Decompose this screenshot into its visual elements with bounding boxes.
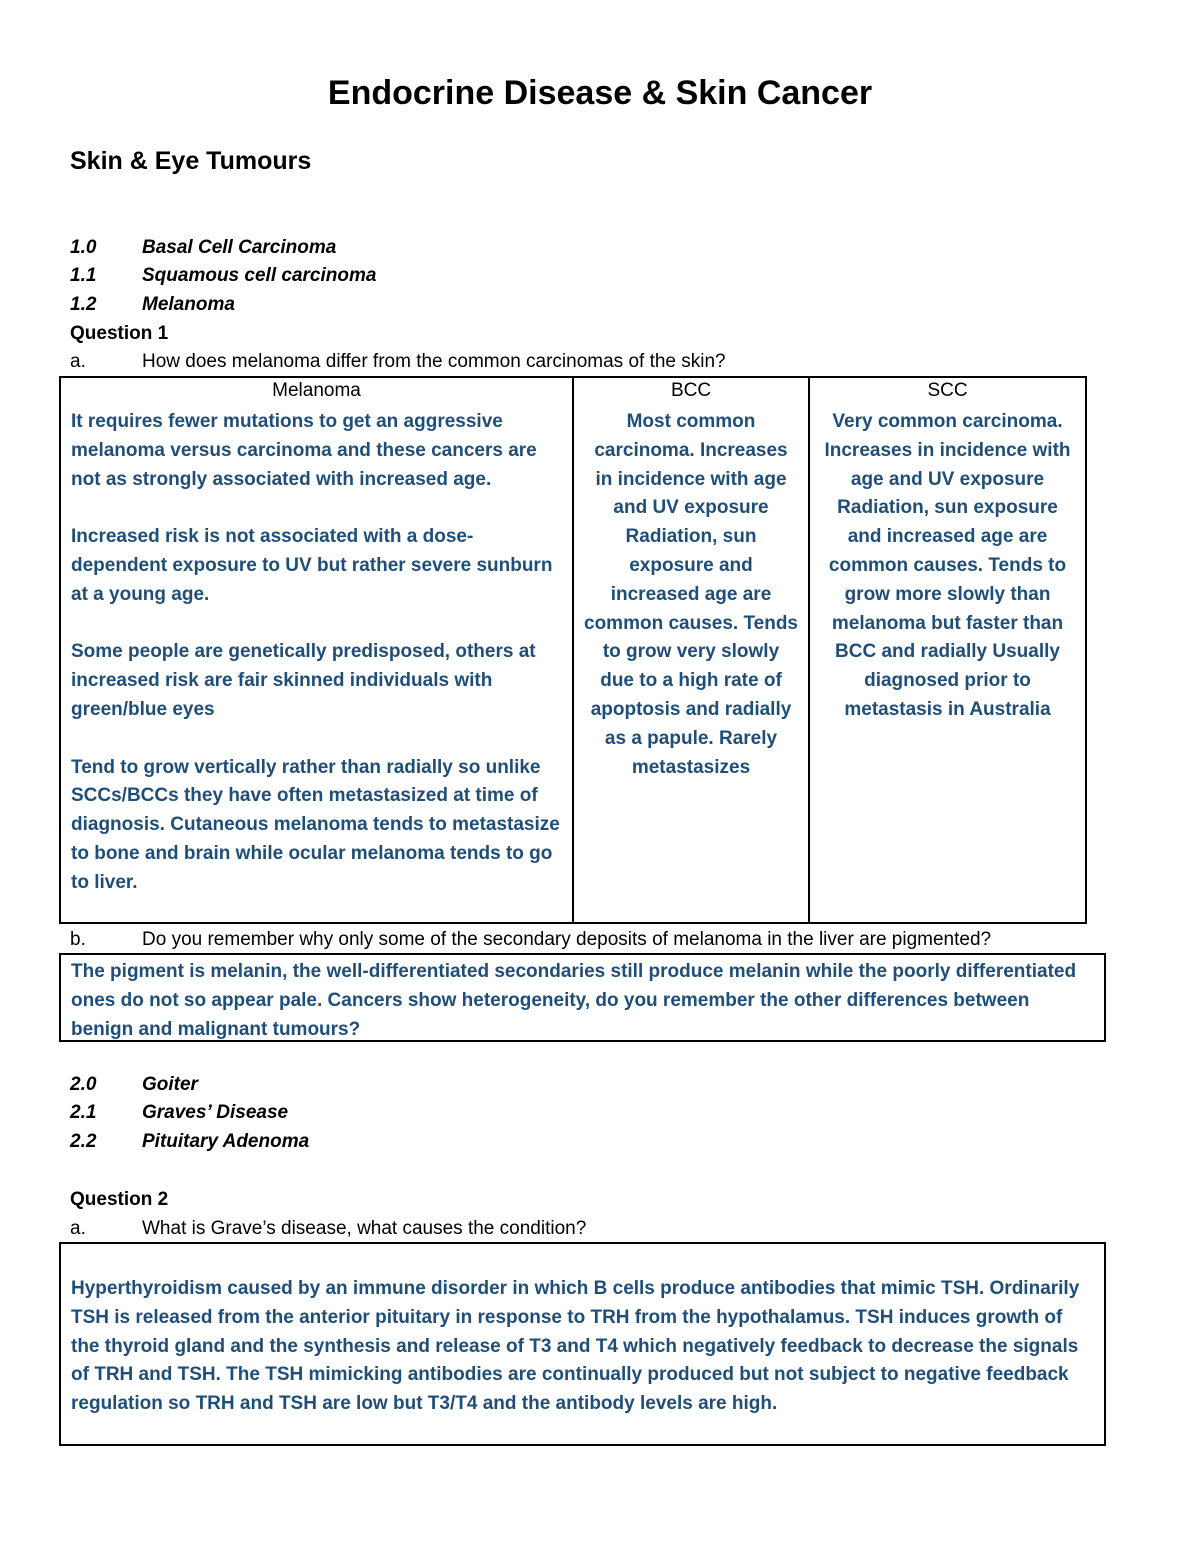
question-text: Do you remember why only some of the secondary deposits of melanoma in the liver are pigmented? [142, 929, 992, 950]
list-item [70, 1074, 198, 1096]
melanoma-paragraph: Tend to grow vertically rather than radially so unlike SCCs/BCCs they have often metastasized at time of diagnosis. Cutaneous melanoma tends to metastasize to bone and brain while ocular melanoma tends to go to liver. [71, 756, 560, 893]
question-text: How does melanoma differ from the common carcinomas of the skin? [142, 351, 726, 372]
melanoma-paragraph: Some people are genetically predisposed, others at increased risk are fair skinned individuals with green/blue eyes [71, 641, 536, 720]
melanoma-paragraph: It requires fewer mutations to get an aggressive melanoma versus carcinoma and these cancers are not as strongly associated with increased age. [71, 411, 537, 490]
melanoma-paragraph: Increased risk is not associated with a dose-dependent exposure to UV but rather severe sunburn at a young age. [71, 526, 553, 605]
question-letter: b. [70, 929, 86, 950]
question-text: What is Grave’s disease, what causes the condition? [142, 1218, 587, 1239]
item-label: Pituitary Adenoma [142, 1131, 310, 1152]
list-item [70, 237, 336, 259]
header-bcc: BCC [573, 377, 809, 408]
question-letter: a. [70, 351, 86, 372]
item-number: 1.0 [70, 237, 97, 258]
item-label: Squamous cell carcinoma [142, 265, 377, 286]
list-item [70, 1102, 288, 1124]
header-scc: SCC [809, 377, 1086, 408]
comparison-table [59, 376, 1087, 924]
list-item [70, 294, 235, 316]
item-number: 1.1 [70, 265, 97, 286]
answer-box-2a: Hyperthyroidism caused by an immune disorder in which B cells produce antibodies that mimic TSH. Ordinarily TSH is released from the anterior pituitary in response to TRH from the hypothalamus. TSH induces growth of the thyroid gland and the synthesis and release of T3 and T4 which negatively feedback to decrease the signals of TRH and TSH. The TSH mimicking antibodies are continually produced but not subject to negative feedback regulation so TRH and TSH are low but T3/T4 and the antibody levels are high. [59, 1242, 1106, 1446]
item-label: Melanoma [142, 294, 235, 315]
question-1-heading: Question 1 [70, 323, 169, 344]
item-number: 2.0 [70, 1074, 97, 1095]
question-letter: a. [70, 1218, 86, 1239]
table-header-row [60, 377, 1086, 408]
item-label: Graves’ Disease [142, 1102, 289, 1123]
question-1b [70, 929, 991, 951]
item-number: 2.2 [70, 1131, 97, 1152]
bcc-cell: Most common carcinoma. Increases in incidence with age and UV exposure Radiation, sun exposure and increased age are common causes. Tends to grow very slowly due to a high rate of apoptosis and radially as a papule. Rarely metastasizes [573, 408, 809, 923]
page-title: Endocrine Disease & Skin Cancer [327, 74, 873, 112]
item-label: Basal Cell Carcinoma [142, 237, 337, 258]
section-heading-skin-eye-tumours: Skin & Eye Tumours [70, 147, 312, 175]
list-item [70, 265, 376, 287]
item-number: 2.1 [70, 1102, 97, 1123]
header-melanoma: Melanoma [60, 377, 573, 408]
question-2-heading: Question 2 [70, 1189, 169, 1210]
table-row [60, 408, 1086, 923]
scc-cell: Very common carcinoma. Increases in incidence with age and UV exposure Radiation, sun exposure and increased age are common causes. Tends to grow more slowly than melanoma but faster than BCC and radially Usually diagnosed prior to metastasis in Australia [809, 408, 1086, 923]
melanoma-cell [60, 408, 573, 923]
item-number: 1.2 [70, 294, 97, 315]
question-1a [70, 351, 726, 373]
question-2a [70, 1218, 586, 1240]
answer-box-1b: The pigment is melanin, the well-differentiated secondaries still produce melanin while the poorly differentiated ones do not so appear pale. Cancers show heterogeneity, do you remember the other differences between benign and malignant tumours? [59, 953, 1106, 1042]
list-item [70, 1131, 309, 1153]
item-label: Goiter [142, 1074, 198, 1095]
